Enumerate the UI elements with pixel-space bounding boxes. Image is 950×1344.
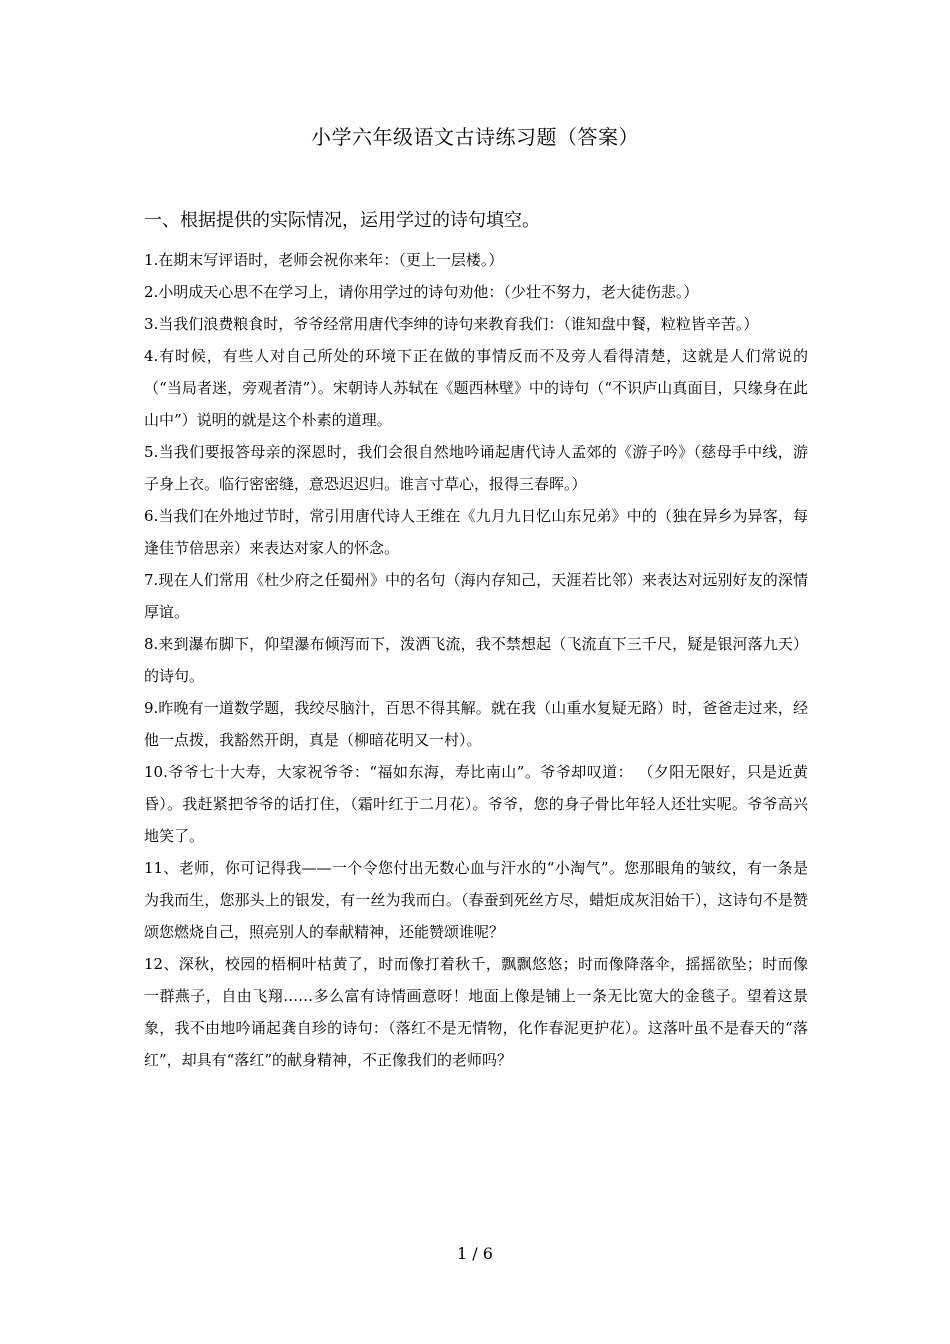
question-item: 4.有时候，有些人对自己所处的环境下正在做的事情反而不及旁人看得清楚，这就是人们常说的（“当局者迷，旁观者清”）。宋朝诗人苏轼在《题西林壁》中的诗句（“不识庐山真面目，只缘身在此山中”）说明的就是这个朴素的道理。 [144,347,808,429]
question-item: 1.在期末写评语时，老师会祝你来年：（更上一层楼。） [144,251,504,269]
document-title: 小学六年级语文古诗练习题（答案） [311,125,639,149]
question-item: 11、老师，你可记得我——一个令您付出无数心血与汗水的“小淘气”。您那眼角的皱纹，有一条是为我而生，您那头上的银发，有一丝为我而白。（春蚕到死丝方尽，蜡炬成灰泪始干），这诗句不是赞颂您燃烧自己，照亮别人的奉献精神，还能赞颂谁呢？ [144,859,808,941]
question-item: 9.昨晚有一道数学题，我绞尽脑汁，百思不得其解。就在我（山重水复疑无路）时，爸爸走过来，经他一点拨，我豁然开朗，真是（柳暗花明又一村）。 [144,699,808,749]
question-list [144,244,808,1076]
question-item: 7.现在人们常用《杜少府之任蜀州》中的名句（海内存知己，天涯若比邻）来表达对远别好友的深情厚谊。 [144,571,808,621]
page-number: 1 / 6 [457,1244,493,1263]
question-item: 8.来到瀑布脚下，仰望瀑布倾泻而下，泼洒飞流，我不禁想起（飞流直下三千尺，疑是银河落九天）的诗句。 [144,635,808,685]
question-item: 12、深秋，校园的梧桐叶枯黄了，时而像打着秋千，飘飘悠悠；时而像降落伞，摇摇欲坠；时而像一群燕子，自由飞翔……多么富有诗情画意呀！地面上像是铺上一条无比宽大的金毯子。望着这景象，我不由地吟诵起龚自珍的诗句：（落红不是无情物，化作春泥更护花）。这落叶虽不是春天的“落红”，却具有“落红”的献身精神，不正像我们的老师吗？ [144,955,808,1069]
section-heading: 一、根据提供的实际情况，运用学过的诗句填空。 [144,210,540,231]
question-item: 10.爷爷七十大寿，大家祝爷爷：“福如东海，寿比南山”。爷爷却叹道： （夕阳无限好，只是近黄昏）。我赶紧把爷爷的话打住，（霜叶红于二月花）。爷爷，您的身子骨比年轻人还壮实呢。爷爷高兴地笑了。 [144,763,808,845]
question-item: 2.小明成天心思不在学习上，请你用学过的诗句劝他：（少壮不努力，老大徒伤悲。） [144,283,699,301]
question-item: 5.当我们要报答母亲的深恩时，我们会很自然地吟诵起唐代诗人孟郊的《游子吟》（慈母手中线，游子身上衣。临行密密缝，意恐迟迟归。谁言寸草心，报得三春晖。） [144,443,808,493]
question-item: 3.当我们浪费粮食时，爷爷经常用唐代李绅的诗句来教育我们：（谁知盘中餐，粒粒皆辛苦。） [144,315,759,333]
question-item: 6.当我们在外地过节时，常引用唐代诗人王维在《九月九日忆山东兄弟》中的（独在异乡为异客，每逢佳节倍思亲）来表达对家人的怀念。 [144,507,808,557]
